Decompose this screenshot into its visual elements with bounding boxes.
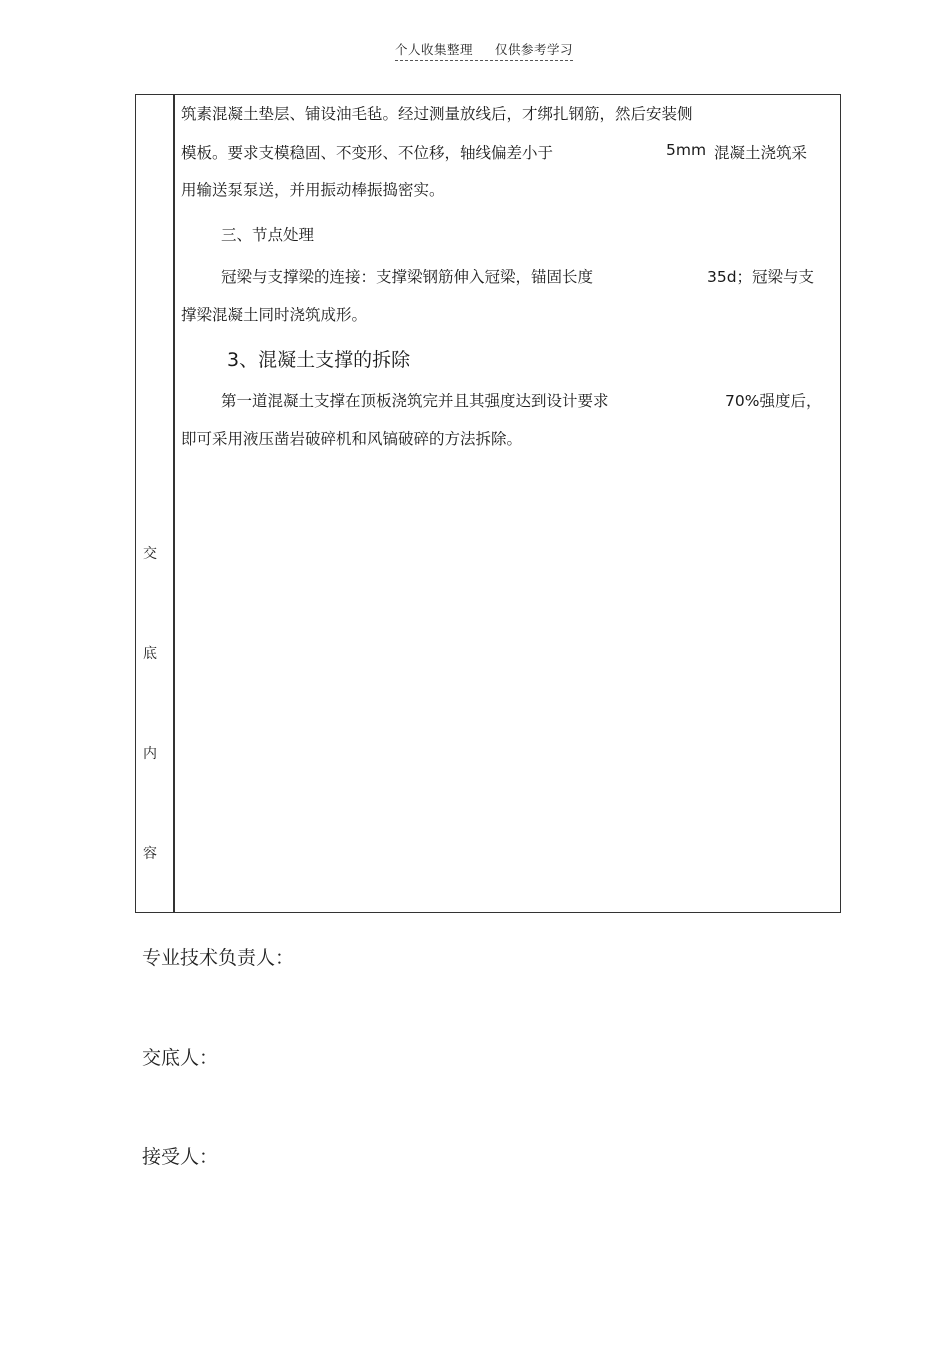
label-column bbox=[136, 95, 175, 912]
header-right-text: 仅供参考学习 bbox=[495, 42, 574, 57]
paragraph-line: 冠梁与支撑梁的连接：支撑梁钢筋伸入冠梁，锚固长度 bbox=[221, 268, 594, 286]
label-char: 交 bbox=[143, 546, 157, 562]
section-heading: 3、混凝土支撑的拆除 bbox=[227, 349, 411, 371]
label-char: 容 bbox=[143, 846, 157, 862]
paragraph-number: 5mm bbox=[666, 141, 707, 159]
paragraph-number: 70%强度后， bbox=[725, 392, 822, 410]
paragraph-line: 筑素混凝土垫层、铺设油毛毡。经过测量放线后，才绑扎钢筋，然后安装侧 bbox=[181, 105, 693, 123]
paragraph-line: 即可采用液压凿岩破碎机和风镐破碎的方法拆除。 bbox=[181, 430, 523, 448]
page-header bbox=[395, 40, 573, 61]
label-char: 底 bbox=[143, 646, 157, 662]
paragraph-line-end: 混凝土浇筑采 bbox=[714, 144, 808, 162]
label-char: 内 bbox=[143, 746, 157, 762]
section-title: 三、节点处理 bbox=[221, 226, 315, 244]
paragraph-line: 用输送泵泵送，并用振动棒振捣密实。 bbox=[181, 181, 445, 199]
receiver-signature-label: 接受人： bbox=[142, 1146, 219, 1168]
paragraph-line: 模板。要求支模稳固、不变形、不位移，轴线偏差小于 bbox=[181, 144, 554, 162]
paragraph-line: 撑梁混凝土同时浇筑成形。 bbox=[181, 306, 368, 324]
disclosure-table bbox=[135, 94, 841, 913]
discloser-signature-label: 交底人： bbox=[142, 1047, 219, 1069]
tech-lead-signature-label: 专业技术负责人： bbox=[142, 947, 295, 969]
paragraph-number: 35d；冠梁与支 bbox=[707, 268, 815, 286]
paragraph-line: 第一道混凝土支撑在顶板浇筑完并且其强度达到设计要求 bbox=[221, 392, 609, 410]
header-left-text: 个人收集整理 bbox=[395, 42, 474, 57]
